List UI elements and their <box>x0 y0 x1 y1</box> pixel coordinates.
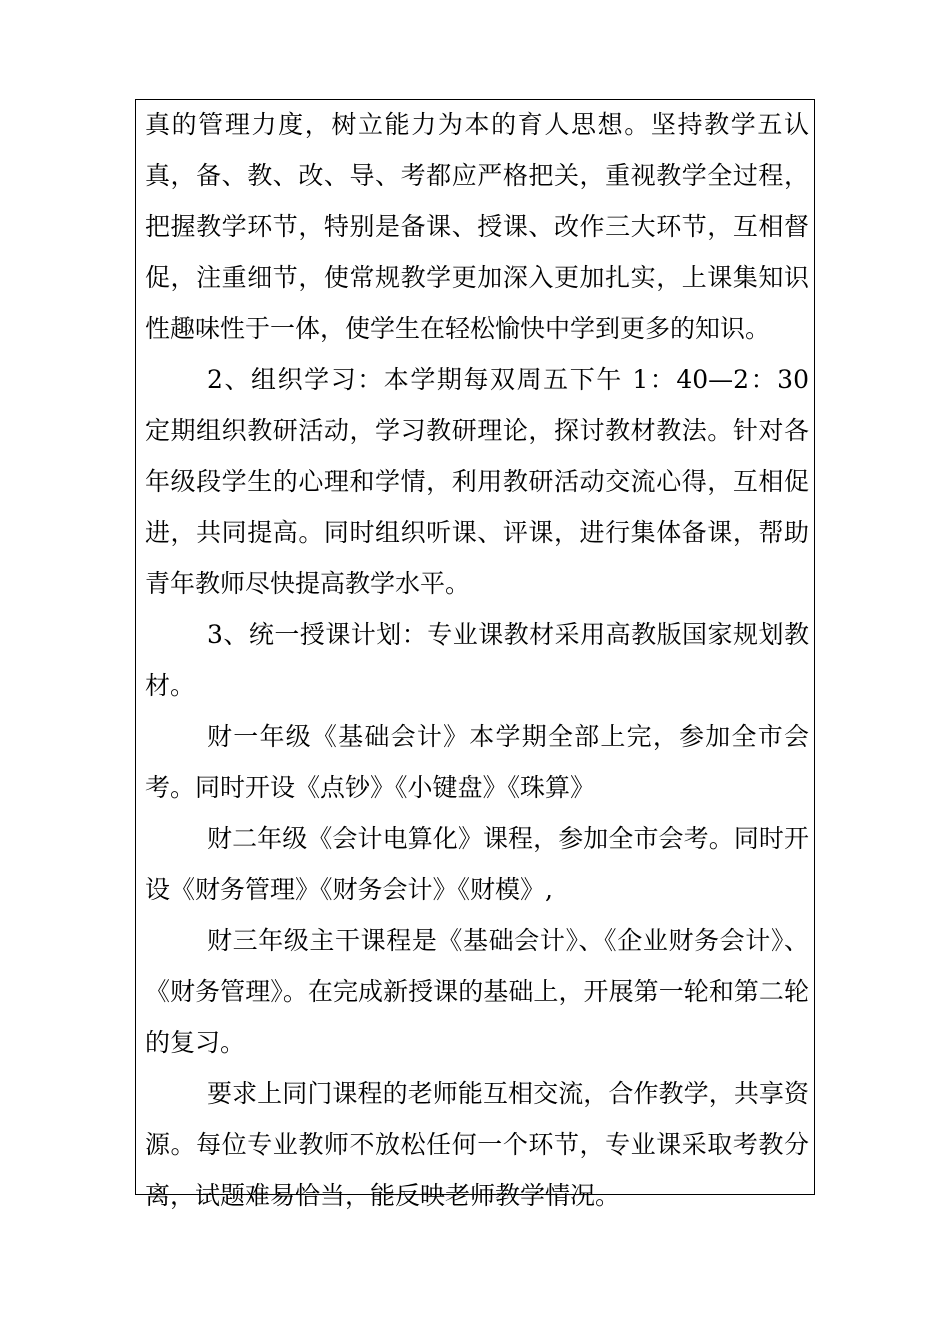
paragraph-grade-two: 财二年级《会计电算化》课程，参加全市会考。同时开设《财务管理》《财务会计》《财模》, <box>145 824 809 904</box>
paragraph-grade-three: 财三年级主干课程是《基础会计》、《企业财务会计》、《财务管理》。在完成新授课的基础上，开展第一轮和第二轮的复习。 <box>145 926 809 1057</box>
paragraph-requirements: 要求上同门课程的老师能互相交流，合作教学，共享资源。每位专业教师不放松任何一个环节，专业课采取考教分离，试题难易恰当，能反映老师教学情况。 <box>145 1079 809 1210</box>
paragraph-organize-study: 2、组织学习：本学期每双周五下午 1：40—2：30 定期组织教研活动，学习教研理论，探讨教材教法。针对各年级段学生的心理和学情，利用教研活动交流心得，互相促进，共同提高。同时组织听课、评课，进行集体备课，帮助青年教师尽快提高教学水平。 <box>145 365 809 598</box>
document-body <box>145 99 809 1221</box>
paragraph-management: 真的管理力度，树立能力为本的育人思想。坚持教学五认真，备、教、改、导、考都应严格把关，重视教学全过程，把握教学环节，特别是备课、授课、改作三大环节，互相督促，注重细节，使常规教学更加深入更加扎实，上课集知识性趣味性于一体，使学生在轻松愉快中学到更多的知识。 <box>145 110 809 343</box>
paragraph-grade-one: 财一年级《基础会计》本学期全部上完，参加全市会考。同时开设《点钞》《小键盘》《珠算》 <box>145 722 809 802</box>
paragraph-teaching-plan: 3、统一授课计划：专业课教材采用高教版国家规划教材。 <box>145 620 809 700</box>
